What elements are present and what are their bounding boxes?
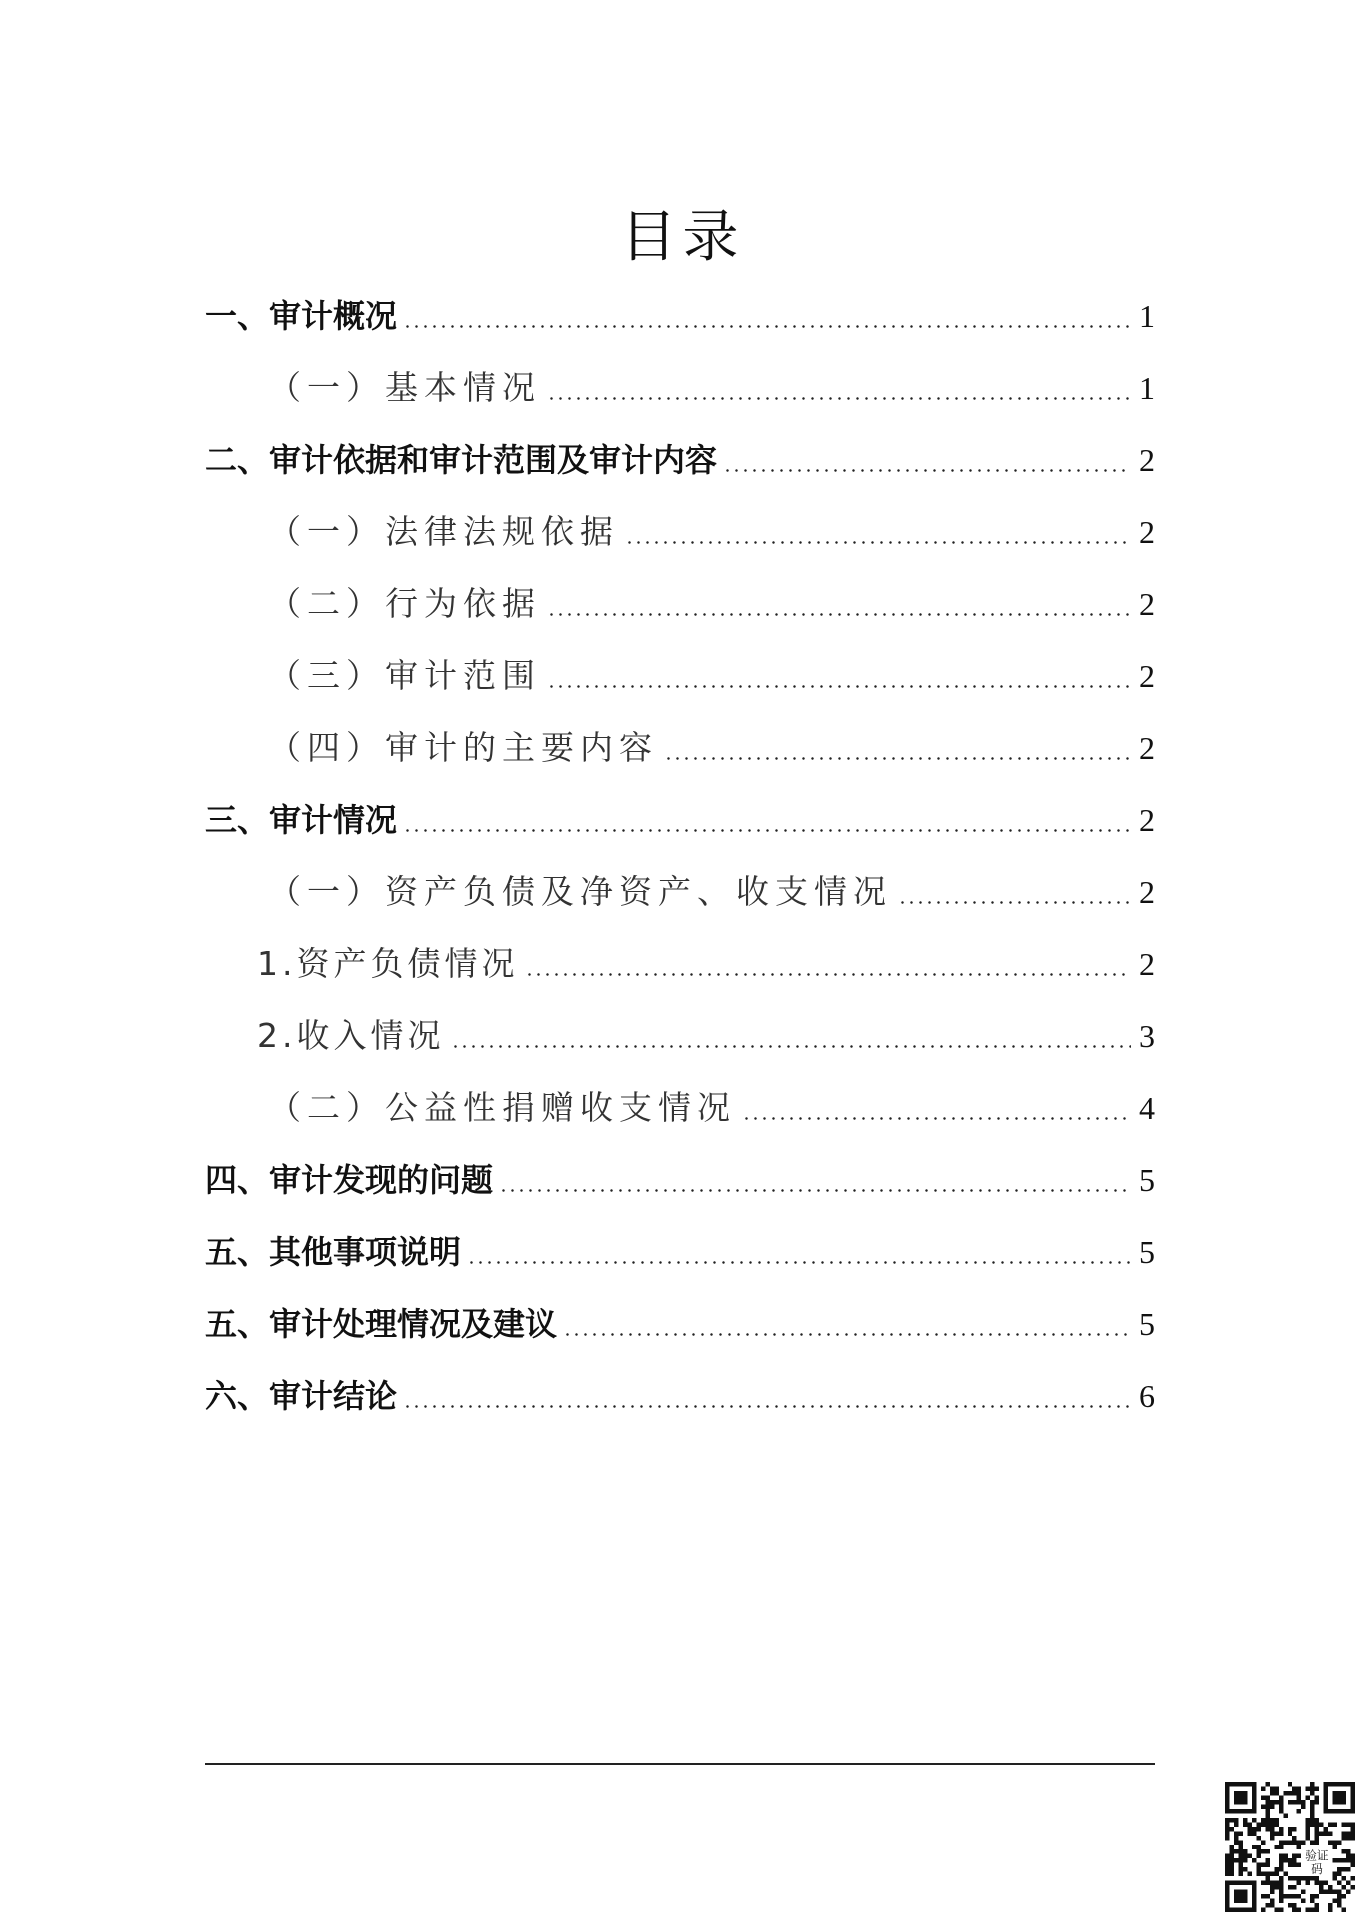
toc-entry-label: 四、审计发现的问题 (205, 1161, 494, 1199)
dot-leader (742, 1117, 1131, 1120)
toc-page-number: 1 (1139, 298, 1155, 334)
toc-entry[interactable] (205, 1288, 1155, 1360)
toc-entry[interactable] (205, 280, 1155, 352)
toc-page-number: 2 (1139, 946, 1155, 982)
toc-page-number: 4 (1139, 1090, 1155, 1126)
toc-entry-label: （二）公益性捐赠收支情况 (268, 1088, 736, 1127)
toc-entry-label: （一）资产负债及净资产、收支情况 (268, 872, 892, 911)
toc-page-number: 2 (1139, 802, 1155, 838)
toc-entry[interactable] (205, 1000, 1155, 1072)
dot-leader (451, 1045, 1132, 1048)
toc-entry[interactable] (205, 712, 1155, 784)
toc-page-number: 2 (1139, 658, 1155, 694)
svg-text:码: 码 (1311, 1862, 1323, 1876)
toc-page-number: 2 (1139, 514, 1155, 550)
toc-page-number: 2 (1139, 586, 1155, 622)
verification-qr-code-icon[interactable] (1225, 1782, 1355, 1912)
toc-entry-label: （三）审计范围 (268, 656, 541, 695)
toc-entry-label: （四）审计的主要内容 (268, 728, 658, 767)
dot-leader (664, 757, 1131, 760)
dot-leader (403, 325, 1131, 328)
toc-page-number: 3 (1139, 1018, 1155, 1054)
toc-page-number: 5 (1139, 1306, 1155, 1342)
toc-page-number: 5 (1139, 1162, 1155, 1198)
table-of-contents (205, 280, 1155, 1432)
toc-entry-label: 二、审计依据和审计范围及审计内容 (205, 441, 718, 479)
toc-entry[interactable] (205, 1144, 1155, 1216)
toc-entry[interactable] (205, 1072, 1155, 1144)
toc-entry-label: 五、审计处理情况及建议 (205, 1305, 558, 1343)
dot-leader (499, 1189, 1131, 1192)
toc-entry-label: 2.收入情况 (257, 1016, 445, 1055)
toc-entry-label: （一）法律法规依据 (268, 512, 619, 551)
dot-leader (467, 1261, 1131, 1264)
toc-page-number: 2 (1139, 874, 1155, 910)
toc-entry-label: （一）基本情况 (268, 368, 541, 407)
svg-text:验证: 验证 (1305, 1848, 1329, 1863)
dot-leader (625, 541, 1131, 544)
toc-page-number: 1 (1139, 370, 1155, 406)
dot-leader (723, 469, 1131, 472)
toc-page-number: 2 (1139, 730, 1155, 766)
toc-entry[interactable] (205, 640, 1155, 712)
toc-entry[interactable] (205, 1360, 1155, 1432)
toc-entry[interactable] (205, 1216, 1155, 1288)
toc-entry-label: 六、审计结论 (205, 1377, 398, 1415)
dot-leader (547, 397, 1131, 400)
page-title: 目录 (620, 204, 745, 270)
dot-leader (898, 901, 1131, 904)
dot-leader (403, 829, 1131, 832)
toc-entry[interactable] (205, 352, 1155, 424)
toc-entry-label: 五、其他事项说明 (205, 1233, 462, 1271)
dot-leader (547, 613, 1131, 616)
toc-entry-label: 1.资产负债情况 (257, 944, 519, 983)
toc-page-number: 2 (1139, 442, 1155, 478)
toc-entry[interactable] (205, 568, 1155, 640)
toc-entry-label: 一、审计概况 (205, 297, 398, 335)
dot-leader (547, 685, 1131, 688)
dot-leader (563, 1333, 1131, 1336)
toc-page-number: 5 (1139, 1234, 1155, 1270)
footer-rule (205, 1763, 1155, 1765)
toc-entry[interactable] (205, 856, 1155, 928)
toc-entry[interactable] (205, 928, 1155, 1000)
toc-page-number: 6 (1139, 1378, 1155, 1414)
toc-entry-label: 三、审计情况 (205, 801, 398, 839)
toc-entry-label: （二）行为依据 (268, 584, 541, 623)
dot-leader (525, 973, 1132, 976)
dot-leader (403, 1405, 1131, 1408)
toc-entry[interactable] (205, 496, 1155, 568)
toc-entry[interactable] (205, 424, 1155, 496)
toc-entry[interactable] (205, 784, 1155, 856)
